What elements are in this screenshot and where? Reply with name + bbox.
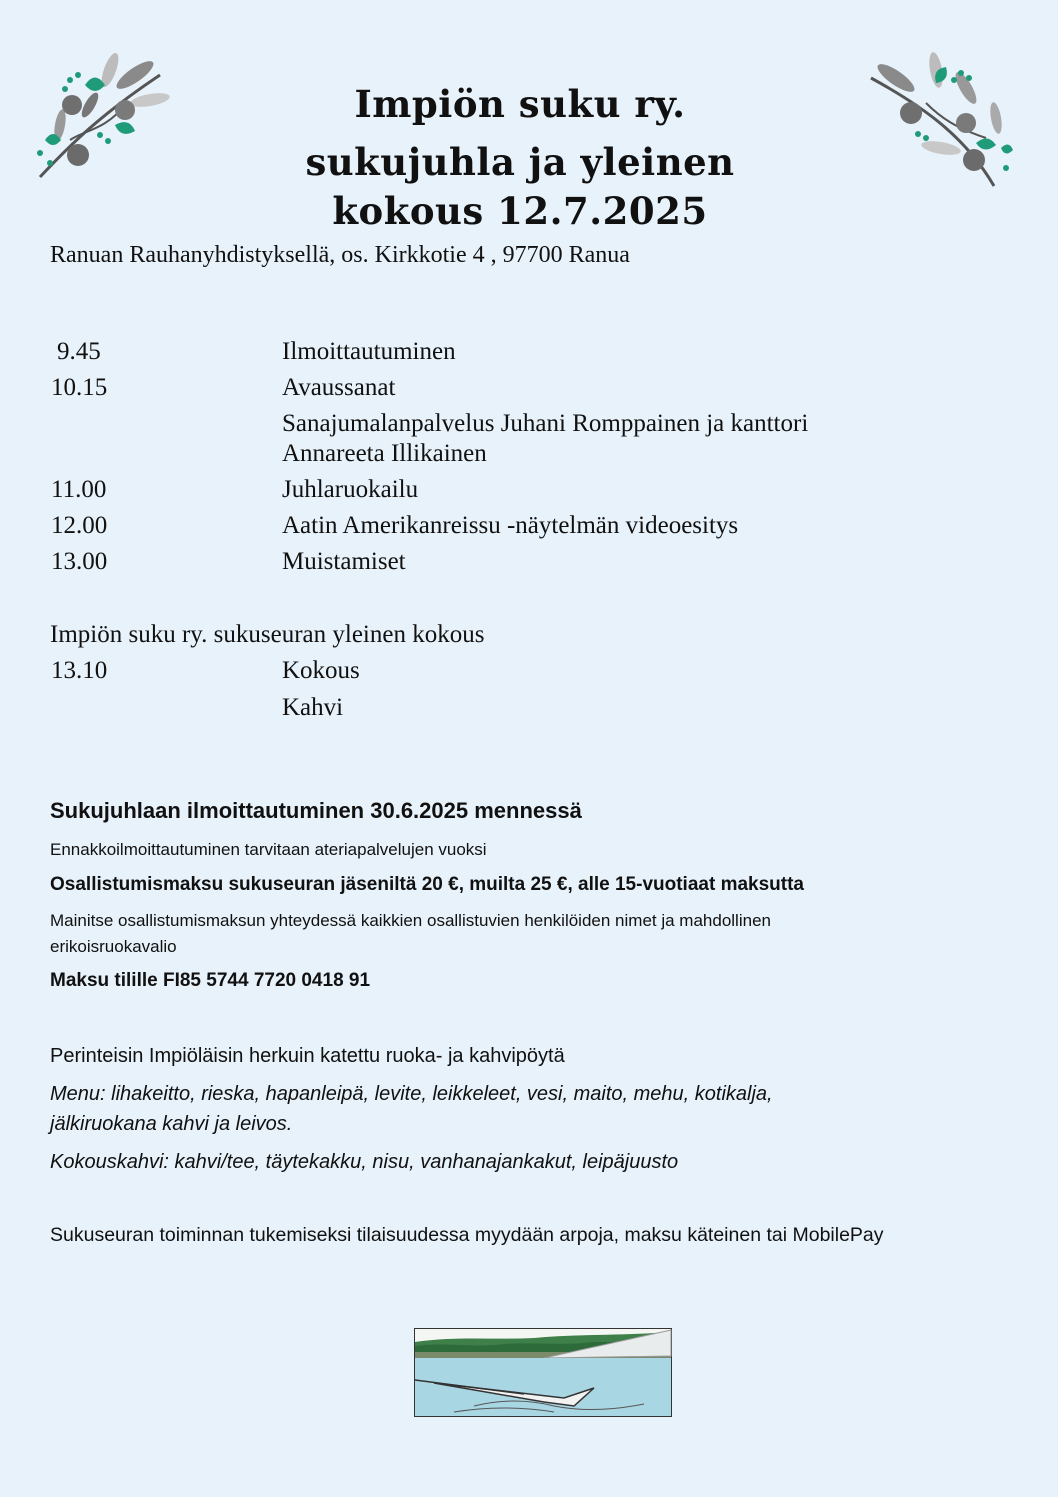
schedule-time: 12.00 bbox=[51, 512, 108, 539]
schedule-time: 10.15 bbox=[51, 374, 108, 401]
title-line-1: Impiön suku ry. bbox=[354, 82, 686, 126]
coffee-menu: Kokouskahvi: kahvi/tee, täytekakku, nisu, vanhanajankakut, leipäjuusto bbox=[50, 1151, 679, 1173]
schedule-activity: Ilmoittautuminen bbox=[282, 338, 456, 365]
registration-heading: Sukujuhlaan ilmoittautuminen 30.6.2025 mennessä bbox=[50, 798, 582, 823]
menu-line-continued: jälkiruokana kahvi ja leivos. bbox=[50, 1113, 293, 1135]
foliage-decoration-left bbox=[30, 45, 170, 185]
schedule-time: 11.00 bbox=[51, 476, 107, 503]
bank-account: Maksu tilille FI85 5744 7720 0418 91 bbox=[50, 970, 371, 991]
meeting-activity: Kahvi bbox=[282, 694, 344, 721]
menu-line: Menu: lihakeitto, rieska, hapanleipä, levite, leikkeleet, vesi, maito, mehu, kotikalja, bbox=[50, 1083, 773, 1105]
schedule-activity: Muistamiset bbox=[282, 548, 406, 575]
lake-boat-illustration bbox=[414, 1328, 672, 1417]
registration-note: Ennakkoilmoittautuminen tarvitaan ateriapalvelujen vuoksi bbox=[50, 840, 487, 859]
meeting-activity: Kokous bbox=[282, 657, 360, 684]
food-intro: Perinteisin Impiöläisin herkuin katettu ruoka- ja kahvipöytä bbox=[50, 1045, 565, 1067]
foliage-decoration-right bbox=[866, 48, 1016, 188]
title-line-3: kokous 12.7.2025 bbox=[332, 189, 708, 233]
fee-note: Mainitse osallistumismaksun yhteydessä kaikkien osallistuvien henkilöiden nimet ja mahdollinen bbox=[50, 911, 771, 930]
schedule-time: 13.00 bbox=[51, 548, 108, 575]
schedule-activity: Sanajumalanpalvelus Juhani Romppainen ja kanttori bbox=[282, 410, 809, 437]
schedule-activity: Avaussanat bbox=[282, 374, 396, 401]
meeting-heading: Impiön suku ry. sukuseuran yleinen kokous bbox=[50, 621, 485, 648]
schedule-activity: Juhlaruokailu bbox=[282, 476, 419, 503]
fee-note-continued: erikoisruokavalio bbox=[50, 937, 177, 956]
participation-fee: Osallistumismaksu sukuseuran jäseniltä 20 €, muilta 25 €, alle 15-vuotiaat maksutta bbox=[50, 874, 804, 895]
schedule-time: 9.45 bbox=[57, 338, 101, 365]
venue-address: Ranuan Rauhanyhdistyksellä, os. Kirkkotie 4 , 97700 Ranua bbox=[50, 242, 630, 268]
schedule-activity-continued: Annareeta Illikainen bbox=[282, 440, 487, 467]
meeting-time: 13.10 bbox=[51, 657, 108, 684]
lottery-note: Sukuseuran toiminnan tukemiseksi tilaisuudessa myydään arpoja, maksu käteinen tai MobilePay bbox=[50, 1224, 884, 1246]
title-line-2: sukujuhla ja yleinen bbox=[305, 140, 735, 184]
schedule-activity: Aatin Amerikanreissu -näytelmän videoesitys bbox=[282, 512, 739, 539]
